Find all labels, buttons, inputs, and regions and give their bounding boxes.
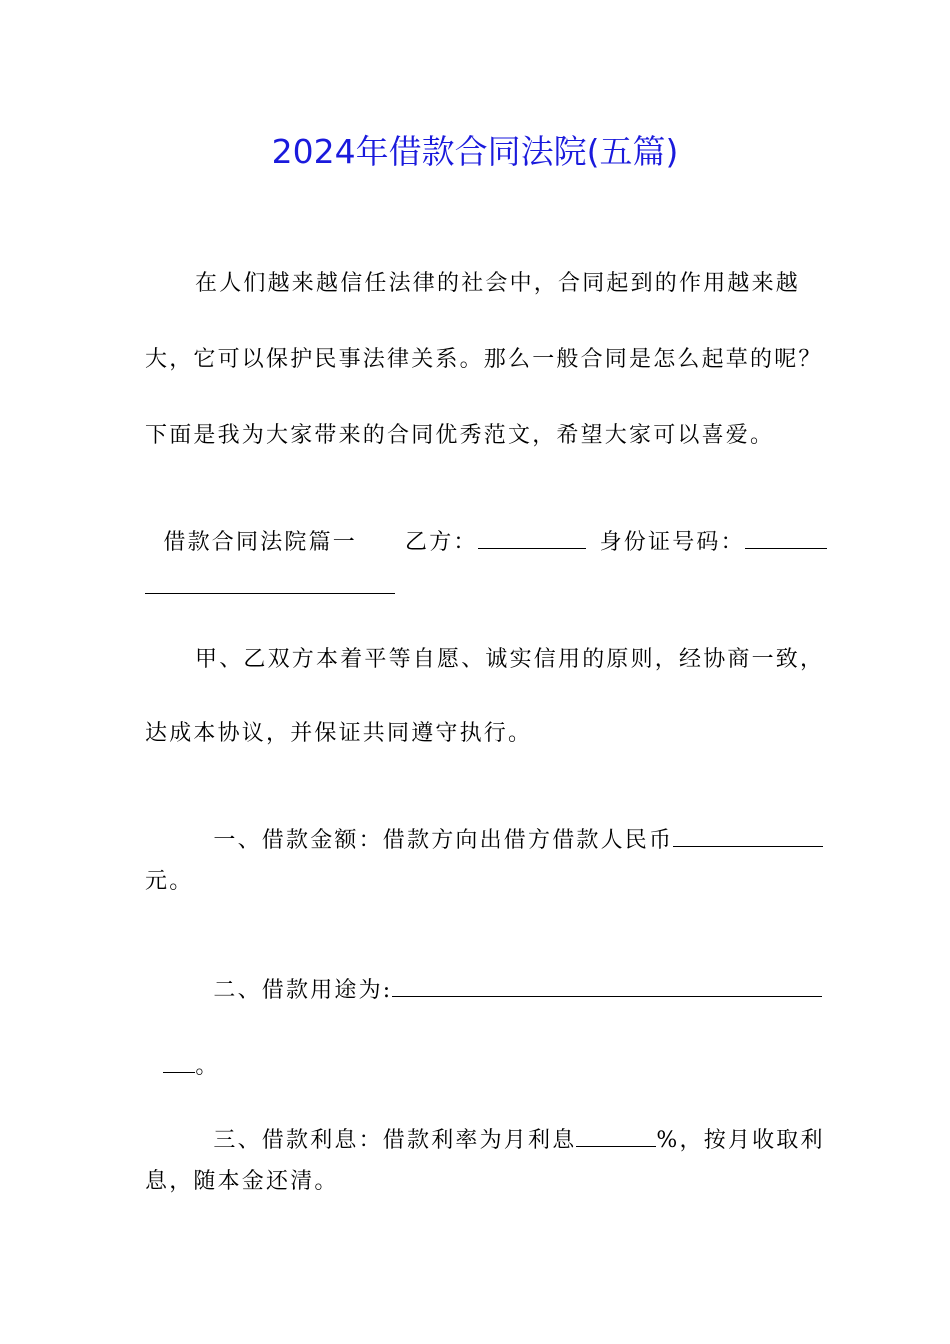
- clause-1-text: 一、借款金额：借款方向出借方借款人民币: [213, 828, 674, 853]
- intro-line-1: 在人们越来越信任法律的社会中，合同起到的作用越来越: [195, 271, 801, 296]
- interest-rate-blank: [576, 1124, 656, 1147]
- clause-3-line-2: 息，随本金还清。: [145, 1169, 339, 1194]
- clause-3-text: 三、借款利息：借款利率为月利息: [213, 1128, 577, 1153]
- clause-2-line-2: [145, 1018, 220, 1083]
- intro-line-3: 下面是我为大家带来的合同优秀范文，希望大家可以喜爱。: [145, 423, 775, 448]
- agreement-line-2: 达成本协议，并保证共同遵守执行。: [145, 721, 533, 746]
- party-b-blank: [478, 526, 586, 549]
- agreement-line-1: 甲、乙双方本着平等自愿、诚实信用的原则，经协商一致，: [195, 647, 825, 672]
- loan-purpose-blank: [392, 974, 822, 997]
- clause-1-line-1: [195, 792, 823, 857]
- id-number-blank: [745, 526, 827, 549]
- clause-3-text-tail: %，按月收取利: [656, 1128, 825, 1153]
- clause-2-line-1: [195, 942, 822, 1007]
- section-heading: 借款合同法院篇一: [163, 530, 357, 555]
- id-number-label: 身份证号码：: [599, 530, 745, 555]
- page-title: 2024年借款合同法院(五篇): [271, 132, 679, 171]
- id-number-blank-continued: [145, 571, 395, 594]
- clause-1-line-2: 元。: [145, 869, 194, 894]
- intro-line-2: 大，它可以保护民事法律关系。那么一般合同是怎么起草的呢？: [145, 347, 823, 372]
- party-info-line: [145, 494, 827, 559]
- clause-2-end: 。: [195, 1054, 220, 1079]
- loan-purpose-blank-continued: [163, 1050, 195, 1073]
- clause-3-line-1: [195, 1092, 825, 1157]
- clause-2-text: 二、借款用途为:: [213, 978, 393, 1003]
- party-b-label: 乙方：: [405, 530, 478, 555]
- loan-amount-blank: [673, 824, 823, 847]
